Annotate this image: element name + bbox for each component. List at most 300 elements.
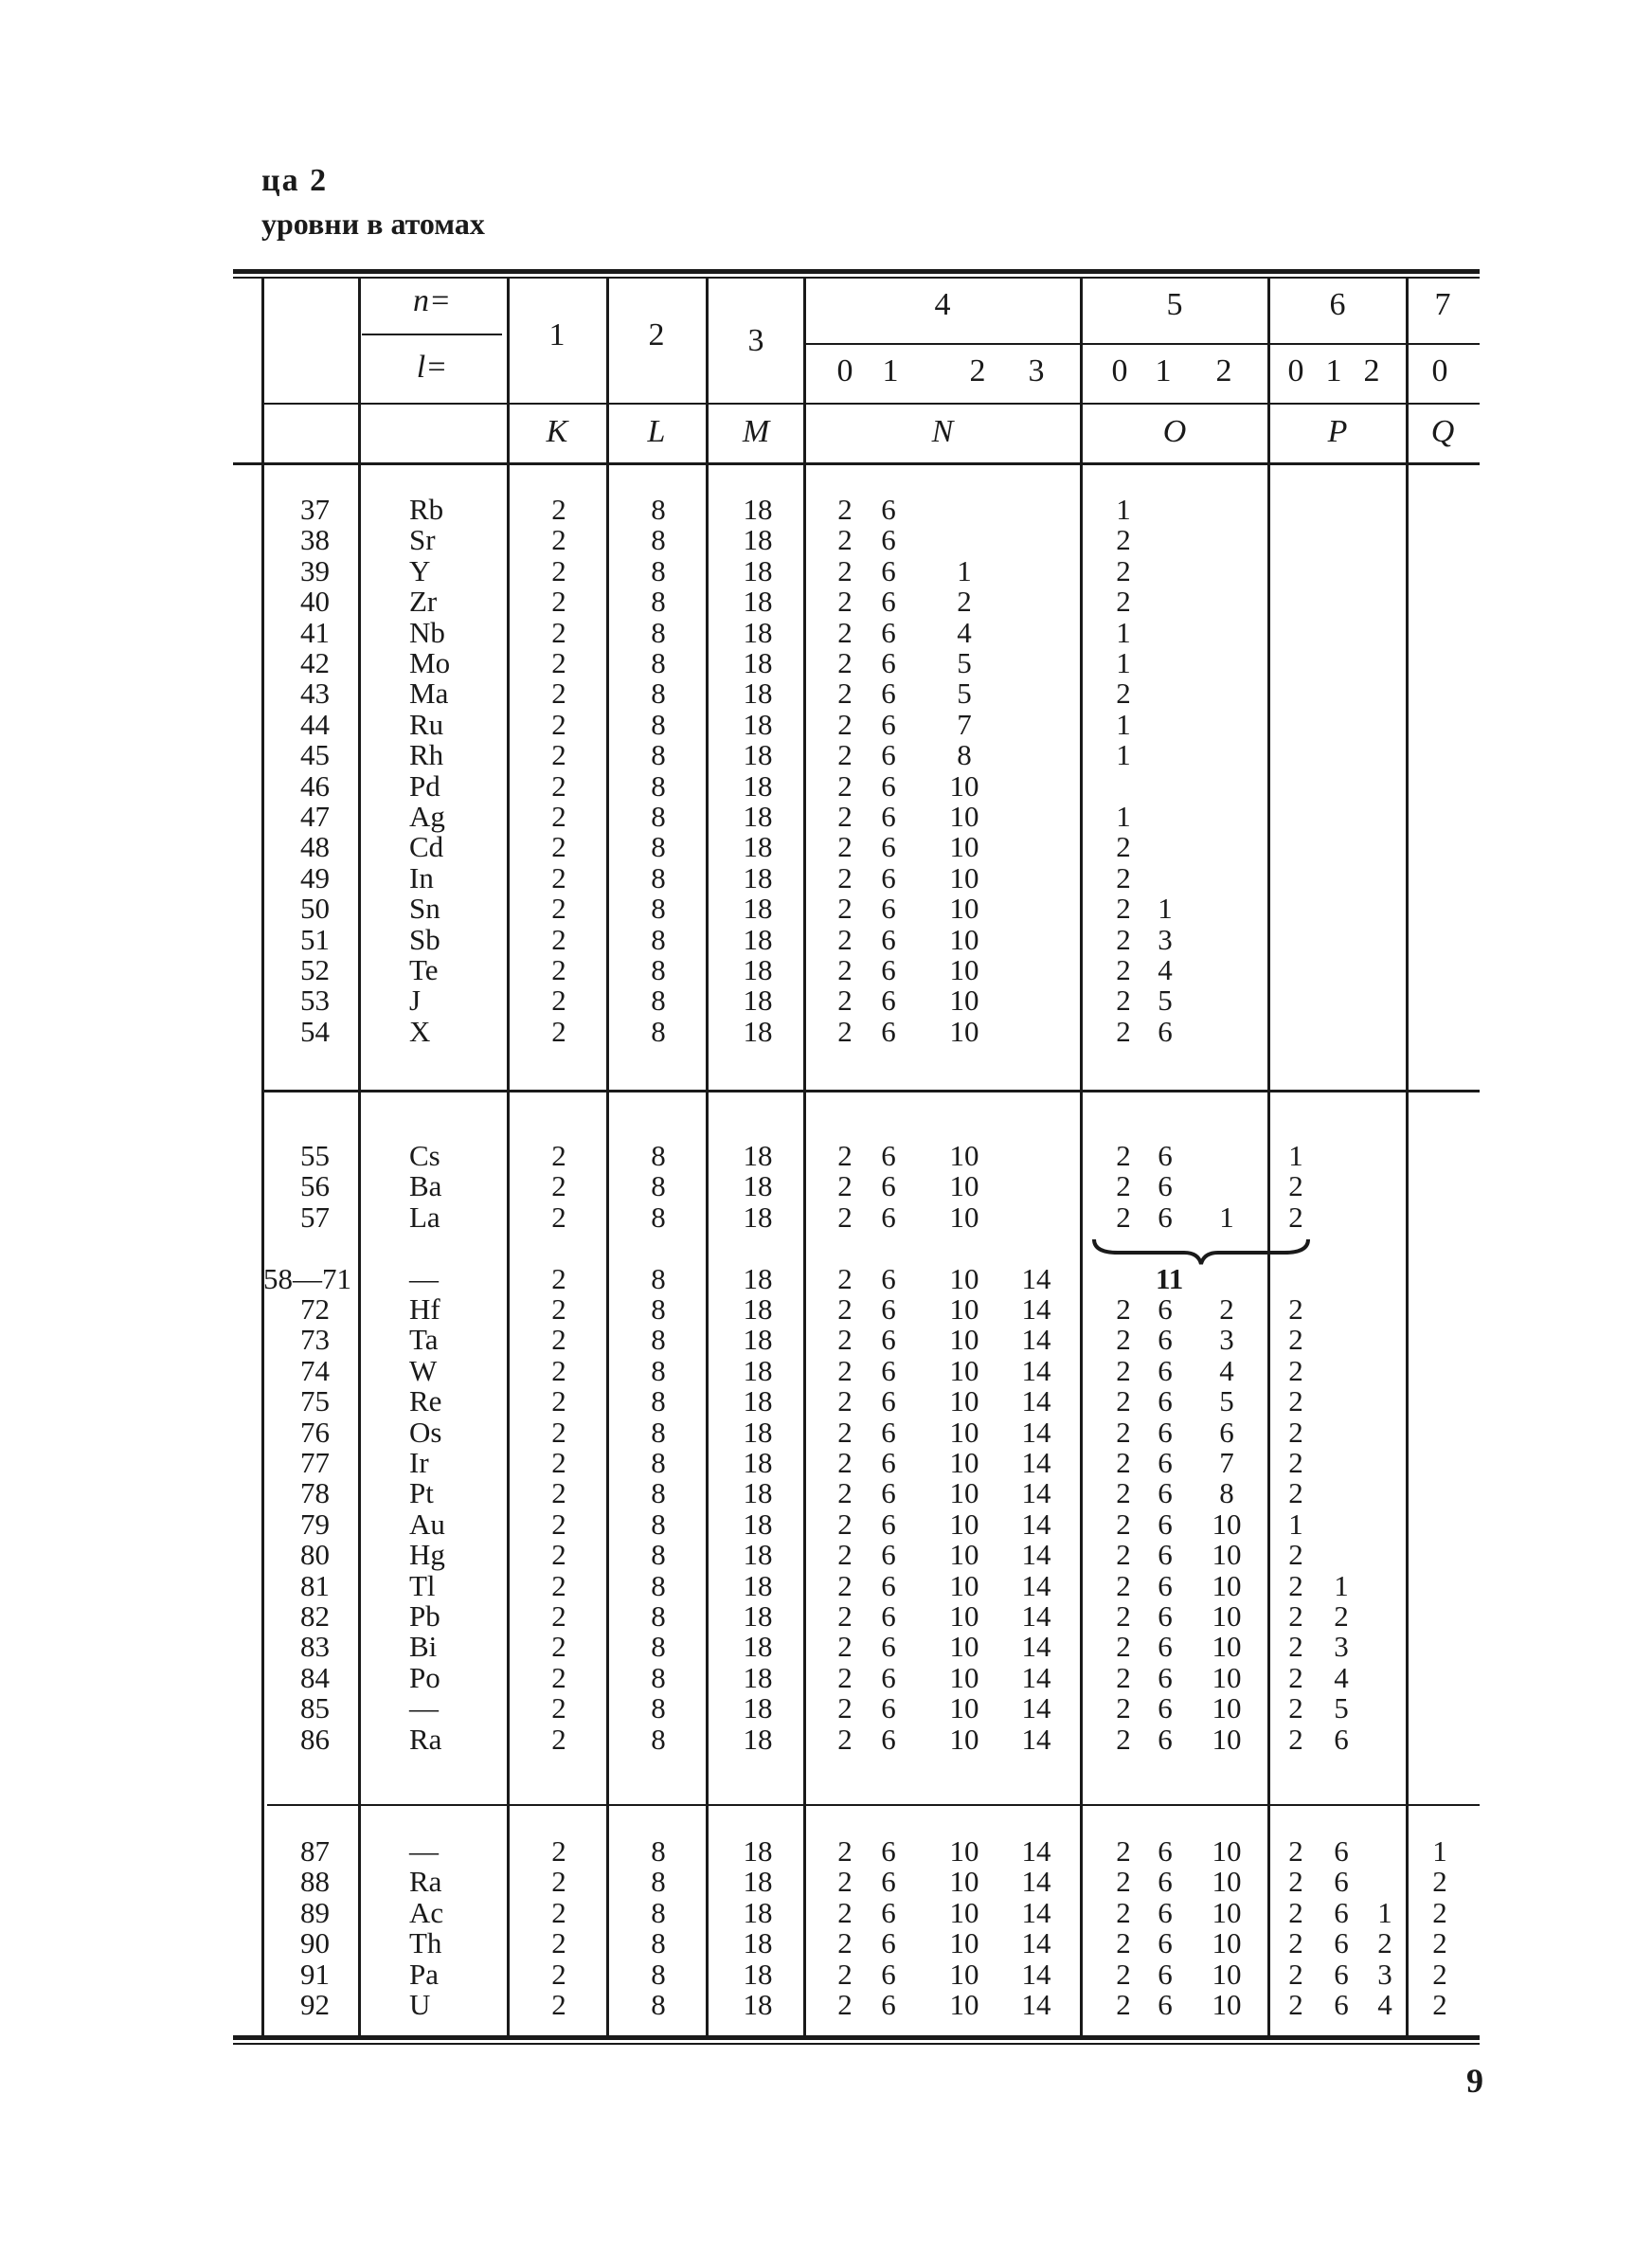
n-f-cell: 14 [1021,1353,1051,1387]
n-f-cell: 14 [1021,1384,1051,1418]
p-p-cell: 4 [1334,1660,1349,1694]
o-d-cell: 4 [1219,1353,1234,1387]
l-shell-cell: 8 [651,922,666,956]
shell-p: P [1327,414,1348,449]
element-symbol-cell: In [409,860,434,894]
element-symbol-cell: Pt [409,1476,434,1510]
n-d-cell: 10 [949,1507,979,1541]
p-d-cell: 2 [1377,1926,1392,1960]
l-shell-cell: 8 [651,1476,666,1510]
n-s-cell: 2 [837,553,853,587]
n-value-6: 6 [1329,287,1346,322]
p-p-cell: 3 [1334,1630,1349,1664]
n-d-cell: 10 [949,1200,979,1234]
n-s-cell: 2 [837,1895,853,1929]
n-s-cell: 2 [837,1292,853,1326]
n-s-cell: 2 [837,738,853,772]
q-s-cell: 2 [1432,1957,1447,1991]
n-p-cell: 6 [881,1722,896,1756]
l-shell-cell: 8 [651,1200,666,1234]
n-p-cell: 6 [881,1834,896,1868]
atomic-number-cell: 52 [300,953,330,986]
o-d-cell: 10 [1212,1599,1242,1633]
m-shell-cell: 18 [743,1507,773,1541]
col-line-n [803,277,806,2037]
o-s-cell: 2 [1116,1476,1131,1510]
atomic-number-cell: 53 [300,984,330,1018]
l4-0: 0 [836,353,853,388]
o-d-cell: 10 [1212,1691,1242,1725]
m-shell-cell: 18 [743,1323,773,1357]
n-d-cell: 10 [949,892,979,926]
l-shell-cell: 8 [651,1507,666,1541]
p-p-cell: 6 [1334,1988,1349,2021]
shell-q: Q [1430,414,1455,449]
k-shell-cell: 2 [551,953,566,986]
o-s-cell: 2 [1116,1292,1131,1326]
n-d-cell: 5 [957,646,972,679]
o-s-cell: 2 [1116,953,1131,986]
o-d-cell: 10 [1212,1568,1242,1602]
p-s-cell: 2 [1288,1660,1303,1694]
p-s-cell: 2 [1288,1200,1303,1234]
l4-2: 2 [969,353,986,388]
p-s-cell: 2 [1288,1988,1303,2021]
n-s-cell: 2 [837,1323,853,1357]
atomic-number-cell: 51 [300,922,330,956]
n-p-cell: 6 [881,892,896,926]
n-value-4: 4 [934,287,951,322]
element-symbol-cell: Cd [409,830,444,864]
l-shell-cell: 8 [651,585,666,619]
o-d-cell: 5 [1219,1384,1234,1418]
l-shell-cell: 8 [651,1957,666,1991]
m-shell-cell: 18 [743,1926,773,1960]
n-f-cell: 14 [1021,1476,1051,1510]
m-shell-cell: 18 [743,1660,773,1694]
element-symbol-cell: Sr [409,523,436,557]
o-d-cell: 2 [1219,1292,1234,1326]
n-d-cell: 10 [949,1415,979,1449]
n-p-cell: 6 [881,1507,896,1541]
atomic-number-cell: 40 [300,585,330,619]
element-symbol-cell: — [409,1261,439,1295]
n-d-cell: 10 [949,1476,979,1510]
o-p-cell: 6 [1158,1323,1173,1357]
col-line-k [507,277,510,2037]
k-shell-cell: 2 [551,1630,566,1664]
atomic-number-cell: 76 [300,1415,330,1449]
n-d-cell: 10 [949,830,979,864]
element-symbol-cell: Ac [409,1895,444,1929]
o-s-cell: 2 [1116,1538,1131,1572]
element-symbol-cell: X [409,1014,431,1048]
atomic-number-cell: 74 [300,1353,330,1387]
p-s-cell: 2 [1288,1926,1303,1960]
n-d-cell: 10 [949,1446,979,1479]
o-p-cell: 6 [1158,1169,1173,1203]
n-value-2: 2 [648,317,665,352]
n-p-cell: 6 [881,800,896,833]
n-p-cell: 6 [881,1599,896,1633]
o-s-cell: 2 [1116,922,1131,956]
m-shell-cell: 18 [743,800,773,833]
n-s-cell: 2 [837,707,853,741]
p-s-cell: 2 [1288,1323,1303,1357]
n-s-cell: 2 [837,1630,853,1664]
header-bottom-rule [233,462,1480,465]
o-d-cell: 10 [1212,1895,1242,1929]
p-p-cell: 6 [1334,1865,1349,1899]
element-symbol-cell: Pb [409,1599,440,1633]
k-shell-cell: 2 [551,1353,566,1387]
n-label: n= [413,283,451,318]
m-shell-cell: 18 [743,1446,773,1479]
shell-l: L [647,414,666,449]
n-f-cell: 14 [1021,1599,1051,1633]
p-p-cell: 6 [1334,1834,1349,1868]
m-shell-cell: 18 [743,1292,773,1326]
o-s-cell: 1 [1116,738,1131,772]
p-s-cell: 2 [1288,1292,1303,1326]
k-shell-cell: 2 [551,1865,566,1899]
n-p-cell: 6 [881,1691,896,1725]
n-p-cell: 6 [881,1568,896,1602]
o-d-cell: 10 [1212,1538,1242,1572]
p-s-cell: 1 [1288,1139,1303,1172]
m-shell-cell: 18 [743,1599,773,1633]
l-shell-cell: 8 [651,1139,666,1172]
q-s-cell: 2 [1432,1988,1447,2021]
l-shell-cell: 8 [651,1691,666,1725]
m-shell-cell: 18 [743,1630,773,1664]
l-shell-cell: 8 [651,1323,666,1357]
p-s-cell: 2 [1288,1957,1303,1991]
atomic-number-cell: 49 [300,860,330,894]
o-s-cell: 2 [1116,1200,1131,1234]
atomic-number-cell: 48 [300,830,330,864]
o-s-cell: 2 [1116,1957,1131,1991]
l-shell-cell: 8 [651,1384,666,1418]
o-p-cell: 6 [1158,1834,1173,1868]
m-shell-cell: 18 [743,1865,773,1899]
section-rule-1 [261,1090,1480,1092]
m-shell-cell: 18 [743,1476,773,1510]
p-p-cell: 5 [1334,1691,1349,1725]
p-s-cell: 2 [1288,1834,1303,1868]
n-s-cell: 2 [837,984,853,1018]
o-d-cell: 10 [1212,1834,1242,1868]
n-s-cell: 2 [837,1926,853,1960]
n-f-cell: 14 [1021,1415,1051,1449]
l-shell-cell: 8 [651,1834,666,1868]
o-s-cell: 2 [1116,585,1131,619]
n-p-cell: 6 [881,1895,896,1929]
atomic-number-cell: 45 [300,738,330,772]
n-p-cell: 6 [881,1630,896,1664]
o-d-cell: 6 [1219,1415,1234,1449]
p-s-cell: 2 [1288,1630,1303,1664]
atomic-number-cell: 42 [300,646,330,679]
element-symbol-cell: Y [409,553,431,587]
l-shell-cell: 8 [651,892,666,926]
n-d-cell: 10 [949,922,979,956]
n-s-cell: 2 [837,1384,853,1418]
p-p-cell: 2 [1334,1599,1349,1633]
o-s-cell: 2 [1116,1384,1131,1418]
n-f-cell: 14 [1021,1957,1051,1991]
l-shell-cell: 8 [651,1865,666,1899]
atomic-number-cell: 56 [300,1169,330,1203]
p-s-cell: 2 [1288,1722,1303,1756]
o-p-cell: 6 [1158,1926,1173,1960]
o-s-cell: 2 [1116,1568,1131,1602]
n-s-cell: 2 [837,1691,853,1725]
atomic-number-cell: 82 [300,1599,330,1633]
p-s-cell: 1 [1288,1507,1303,1541]
o-d-cell: 10 [1212,1865,1242,1899]
section-rule-2 [267,1804,1480,1806]
p-s-cell: 2 [1288,1384,1303,1418]
atomic-number-cell: 38 [300,523,330,557]
o-p-cell: 6 [1158,1865,1173,1899]
n-p-cell: 6 [881,1384,896,1418]
m-shell-cell: 18 [743,830,773,864]
k-shell-cell: 2 [551,1988,566,2021]
o-p-cell: 6 [1158,1660,1173,1694]
k-shell-cell: 2 [551,1691,566,1725]
p-s-cell: 2 [1288,1169,1303,1203]
k-shell-cell: 2 [551,585,566,619]
shell-m: M [742,414,770,449]
l-shell-cell: 8 [651,1353,666,1387]
n-p-cell: 6 [881,860,896,894]
element-symbol-cell: Sn [409,892,440,926]
atomic-number-cell: 57 [300,1200,330,1234]
o-p-cell: 6 [1158,1476,1173,1510]
atomic-number-cell: 72 [300,1292,330,1326]
l-shell-cell: 8 [651,860,666,894]
p-p-cell: 6 [1334,1722,1349,1756]
col-line-m [706,277,709,2037]
o-p-cell: 6 [1158,1353,1173,1387]
m-shell-cell: 18 [743,585,773,619]
o-p-cell: 1 [1158,892,1173,926]
k-shell-cell: 2 [551,707,566,741]
o-s-cell: 2 [1116,1507,1131,1541]
q-s-cell: 1 [1432,1834,1447,1868]
atomic-number-cell: 73 [300,1323,330,1357]
n-f-cell: 14 [1021,1568,1051,1602]
k-shell-cell: 2 [551,1834,566,1868]
element-symbol-cell: Te [409,953,439,986]
element-symbol-cell: Ru [409,707,444,741]
n-value-3: 3 [747,323,764,358]
table-bottom-rule [233,2035,1480,2040]
p-s-cell: 2 [1288,1568,1303,1602]
p-p-cell: 6 [1334,1926,1349,1960]
k-shell-cell: 2 [551,892,566,926]
atomic-number-cell: 78 [300,1476,330,1510]
n-d-cell: 10 [949,1568,979,1602]
l6-2: 2 [1363,353,1380,388]
o-s-cell: 1 [1116,493,1131,526]
element-symbol-cell: Sb [409,922,440,956]
m-shell-cell: 18 [743,615,773,649]
atomic-number-cell: 80 [300,1538,330,1572]
k-shell-cell: 2 [551,1957,566,1991]
m-shell-cell: 18 [743,984,773,1018]
l-shell-cell: 8 [651,1599,666,1633]
k-shell-cell: 2 [551,860,566,894]
n-d-cell: 10 [949,1599,979,1633]
element-symbol-cell: Ta [409,1323,439,1357]
n-d-cell: 10 [949,1865,979,1899]
n-s-cell: 2 [837,1415,853,1449]
col-line-l [606,277,609,2037]
n-d-cell: 10 [949,1538,979,1572]
m-shell-cell: 18 [743,646,773,679]
n-d-cell: 10 [949,1139,979,1172]
o-d-cell: 10 [1212,1988,1242,2021]
o-d-cell: 10 [1212,1630,1242,1664]
m-shell-cell: 18 [743,1538,773,1572]
p-p-cell: 6 [1334,1895,1349,1929]
n-d-cell: 7 [957,707,972,741]
p-s-cell: 2 [1288,1691,1303,1725]
n-p-cell: 6 [881,984,896,1018]
l5-2: 2 [1215,353,1232,388]
n-p-cell: 6 [881,1139,896,1172]
n-p-cell: 6 [881,1261,896,1295]
o-s-cell: 2 [1116,1926,1131,1960]
n-d-cell: 10 [949,1261,979,1295]
m-shell-cell: 18 [743,1261,773,1295]
n-p-cell: 6 [881,1926,896,1960]
n-f-cell: 14 [1021,1292,1051,1326]
l5-0: 0 [1111,353,1128,388]
l4-1: 1 [882,353,899,388]
n-d-cell: 10 [949,1384,979,1418]
k-shell-cell: 2 [551,1722,566,1756]
n-s-cell: 2 [837,953,853,986]
element-symbol-cell: Th [409,1926,442,1960]
atomic-number-cell: 46 [300,768,330,803]
n-s-cell: 2 [837,585,853,619]
n-p-cell: 6 [881,646,896,679]
p-s-cell: 2 [1288,1865,1303,1899]
n-d-cell: 10 [949,1988,979,2021]
n-d-cell: 10 [949,984,979,1018]
element-symbol-cell: Ag [409,800,445,833]
l6-1: 1 [1325,353,1342,388]
k-shell-cell: 2 [551,1261,566,1295]
k-shell-cell: 2 [551,768,566,803]
atomic-number-cell: 54 [300,1014,330,1048]
n-d-cell: 8 [957,738,972,772]
p-p-cell: 1 [1334,1568,1349,1602]
n-p-cell: 6 [881,1660,896,1694]
m-shell-cell: 18 [743,523,773,557]
p-d-cell: 4 [1377,1988,1392,2021]
l-shell-cell: 8 [651,830,666,864]
n-p-cell: 6 [881,1865,896,1899]
o-s-cell: 2 [1116,984,1131,1018]
element-symbol-cell: J [409,984,422,1018]
o-s-cell: 2 [1116,1014,1131,1048]
k-shell-cell: 2 [551,1446,566,1479]
element-symbol-cell: Bi [409,1630,438,1664]
table-caption-title: уровни в атомах [261,207,485,241]
o-s-cell: 2 [1116,1323,1131,1357]
n-p-cell: 6 [881,738,896,772]
o-p-cell: 6 [1158,1599,1173,1633]
l-shell-cell: 8 [651,1169,666,1203]
n-s-cell: 2 [837,1446,853,1479]
o-p-cell: 3 [1158,922,1173,956]
n-d-cell: 10 [949,860,979,894]
q-s-cell: 2 [1432,1926,1447,1960]
k-shell-cell: 2 [551,1292,566,1326]
l-shell-cell: 8 [651,646,666,679]
k-shell-cell: 2 [551,1926,566,1960]
n-s-cell: 2 [837,677,853,711]
o-d-cell: 10 [1212,1507,1242,1541]
o-p-cell: 6 [1158,1446,1173,1479]
n-p-cell: 6 [881,553,896,587]
atomic-number-cell: 75 [300,1384,330,1418]
l-shell-cell: 8 [651,1660,666,1694]
o-s-cell: 2 [1116,1139,1131,1172]
n-p-cell: 6 [881,493,896,526]
n-s-cell: 2 [837,1538,853,1572]
atomic-number-cell: 87 [300,1834,330,1868]
k-shell-cell: 2 [551,1507,566,1541]
l-shell-cell: 8 [651,1722,666,1756]
o-p-cell: 6 [1158,1691,1173,1725]
element-symbol-cell: Rh [409,738,444,772]
atomic-number-cell: 44 [300,707,330,741]
o-s-cell: 2 [1116,523,1131,557]
n-s-cell: 2 [837,768,853,803]
n-d-cell: 10 [949,1691,979,1725]
m-shell-cell: 18 [743,953,773,986]
atomic-number-cell: 58—71 [263,1261,351,1295]
p-d-cell: 1 [1377,1895,1392,1929]
n-p-cell: 6 [881,1538,896,1572]
n-p-cell: 6 [881,1446,896,1479]
n-f-cell: 14 [1021,1691,1051,1725]
k-shell-cell: 2 [551,1200,566,1234]
n-p-cell: 6 [881,1169,896,1203]
shell-o: O [1162,414,1187,449]
element-symbol-cell: Po [409,1660,440,1694]
n-p-cell: 6 [881,585,896,619]
n-d-cell: 10 [949,1353,979,1387]
o-d-cell: 3 [1219,1323,1234,1357]
o-s-cell: 2 [1116,1722,1131,1756]
l-shell-cell: 8 [651,953,666,986]
n-d-cell: 10 [949,800,979,833]
brace-icon [1089,1232,1317,1270]
l-shell-cell: 8 [651,1292,666,1326]
n-d-cell: 5 [957,677,972,711]
l-shell-cell: 8 [651,553,666,587]
n-d-cell: 10 [949,1323,979,1357]
o-p-cell: 6 [1158,1988,1173,2021]
m-shell-cell: 18 [743,1957,773,1991]
l-shell-cell: 8 [651,1538,666,1572]
